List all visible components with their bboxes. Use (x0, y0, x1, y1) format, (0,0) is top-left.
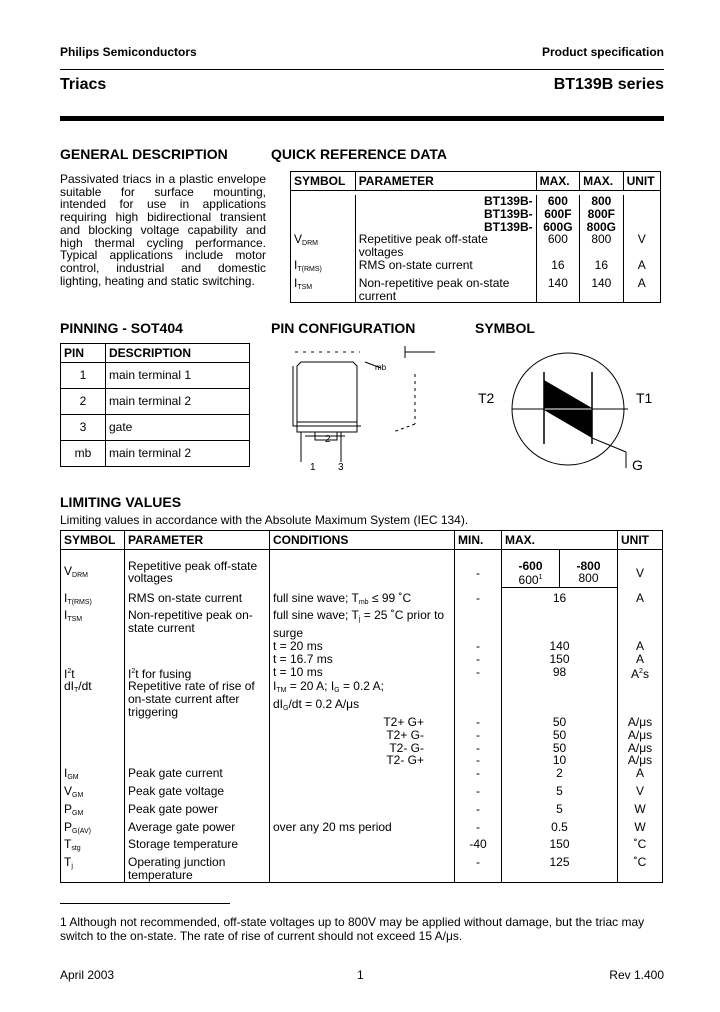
lv-quadrant: T2+ G+ (270, 716, 455, 729)
qr-variant-row (291, 208, 661, 221)
lv-conditions (270, 838, 455, 856)
lv-min: - (455, 785, 502, 803)
pin-number: 2 (61, 389, 106, 415)
lv-symbol: $T_j$ (61, 856, 125, 882)
quick-reference-title: QUICK REFERENCE DATA (271, 146, 448, 162)
table-row (61, 729, 663, 742)
header-thick-rule (60, 116, 664, 121)
table-row (291, 277, 661, 303)
qr-variant-b: 800 (580, 195, 623, 208)
lv-conditions (270, 785, 455, 803)
table-row (61, 560, 663, 588)
lv-max: 150 (502, 653, 618, 666)
table-row (61, 653, 663, 666)
lv-conditions: $I_{TM} = 20$ A; $I_G = 0.2$ A; $dI_G/dt = 0.2$ A/μs (270, 680, 455, 716)
lv-max-600 (502, 560, 560, 588)
footnote (60, 915, 664, 943)
lv-unit: V (618, 785, 663, 803)
limiting-values-intro: Limiting values in accordance with the Absolute Maximum System (IEC 134). (60, 513, 469, 527)
lv-quadrant: T2- G+ (270, 754, 455, 767)
quick-reference-table (290, 171, 661, 303)
qr-unit: V (623, 233, 660, 259)
pin-label-mb: mb (375, 363, 387, 372)
lv-max: 50 (502, 729, 618, 742)
table-row (61, 609, 663, 640)
lv-min: - (455, 742, 502, 755)
table-row (61, 821, 663, 839)
qr-variant-b: 800F (580, 208, 623, 221)
lv-max: 2 (502, 767, 618, 785)
qr-variant-a: 600 (536, 195, 579, 208)
qr-variant-a: 600G (536, 221, 579, 234)
lv-parameter: Non-repetitive peak on-state current (125, 609, 270, 640)
lv-max: 50 (502, 742, 618, 755)
qr-unit: A (623, 259, 660, 277)
lv-unit: A (618, 592, 663, 610)
table-row (61, 803, 663, 821)
qr-value-b: 140 (580, 277, 623, 303)
table-row (61, 640, 663, 653)
table-row (61, 680, 663, 716)
lv-symbol: $I^2t$ (61, 666, 125, 681)
lv-parameter: RMS on-state current (125, 592, 270, 610)
lv-parameter: Repetitive peak off-state voltages (125, 560, 270, 588)
lv-conditions: full sine wave; $T_{mb} \le 99$ ˚C (270, 592, 455, 610)
qr-variant-prefix: BT139B- (355, 195, 536, 208)
table-row (61, 592, 663, 610)
triac-symbol (472, 340, 664, 480)
lv-conditions (270, 803, 455, 821)
lv-min: - (455, 767, 502, 785)
qr-value-b: 800 (580, 233, 623, 259)
pin-header-pin: PIN (61, 344, 106, 363)
qr-parameter: Repetitive peak off-state voltages (355, 233, 536, 259)
gate-g-label: G (632, 457, 643, 473)
pin-number: 3 (61, 415, 106, 441)
lv-value-800: 800 (578, 571, 599, 586)
lv-parameter: Storage temperature (125, 838, 270, 856)
lv-symbol: $P_{GM}$ (61, 803, 125, 821)
lv-conditions: t = 16.7 ms (270, 653, 455, 666)
lv-conditions (270, 856, 455, 882)
qr-value-a: 600 (536, 233, 579, 259)
general-description-title: GENERAL DESCRIPTION (60, 146, 228, 162)
qr-value-a: 140 (536, 277, 579, 303)
qr-parameter: RMS on-state current (355, 259, 536, 277)
symbol-title: SYMBOL (475, 320, 535, 336)
lv-unit: A (618, 640, 663, 653)
lv-col-800-label: -800 (576, 558, 601, 573)
lv-min: - (455, 592, 502, 610)
lv-min: - (455, 856, 502, 882)
table-row (61, 767, 663, 785)
lv-min: - (455, 666, 502, 681)
table-row (61, 389, 250, 415)
lv-min: - (455, 560, 502, 588)
lv-header-min: MIN. (455, 531, 502, 550)
table-row (61, 785, 663, 803)
lv-unit: V (618, 560, 663, 588)
pin-header-description: DESCRIPTION (106, 344, 250, 363)
lv-col-600-label: -600 (518, 558, 543, 573)
limiting-values-table (60, 530, 663, 883)
pin-number: mb (61, 441, 106, 467)
lv-min: - (455, 653, 502, 666)
header-rule (60, 69, 664, 70)
qr-variant-prefix: BT139B- (355, 221, 536, 234)
lv-parameter: Average gate power (125, 821, 270, 839)
lv-conditions (270, 767, 455, 785)
lv-unit: $A^2s$ (618, 666, 663, 681)
lv-unit: A (618, 653, 663, 666)
lv-parameter: Repetitive rate of rise of on-state current after triggering (125, 680, 270, 728)
lv-unit: W (618, 821, 663, 839)
lv-symbol: $dI_T/dt$ (61, 680, 125, 716)
qr-symbol: $I_{TSM}$ (291, 277, 356, 303)
table-row (61, 415, 250, 441)
lv-conditions: t = 20 ms (270, 640, 455, 653)
qr-header-parameter: PARAMETER (355, 172, 536, 191)
lv-symbol: $I_{GM}$ (61, 767, 125, 785)
lv-symbol: $P_{G(AV)}$ (61, 821, 125, 839)
pin-description: main terminal 2 (106, 389, 250, 415)
table-row (61, 666, 663, 681)
lv-min: - (455, 729, 502, 742)
company-name: Philips Semiconductors (60, 45, 197, 59)
general-description-text: Passivated triacs in a plastic envelope suitable for surface mounting, intended for use in applications requiring high bidirectional transient and blocking voltage capability and high thermal cycling performance. Typical applications include motor control, industrial and domestic lighting, heating and static switching. (60, 172, 266, 288)
footer-revision: Rev 1.400 (609, 968, 664, 982)
lv-parameter: Peak gate voltage (125, 785, 270, 803)
product-series: BT139B series (553, 76, 664, 93)
table-row (61, 856, 663, 882)
footnote-rule (60, 903, 230, 904)
footer-page-number: 1 (357, 968, 364, 982)
footnote-ref: 1 (538, 574, 543, 582)
lv-unit: A/μs (618, 729, 663, 742)
lv-quadrant: T2- G- (270, 742, 455, 755)
qr-unit: A (623, 277, 660, 303)
lv-min: - (455, 803, 502, 821)
lv-max: 5 (502, 803, 618, 821)
sot404-package-drawing (265, 342, 465, 482)
footer-date: April 2003 (60, 968, 115, 982)
qr-header-max-a: MAX. (536, 172, 579, 191)
terminal-t2-label: T2 (478, 390, 495, 406)
lv-unit: ˚C (618, 856, 663, 882)
lv-conditions: over any 20 ms period (270, 821, 455, 839)
qr-value-a: 16 (536, 259, 579, 277)
pin-description: gate (106, 415, 250, 441)
lv-unit: ˚C (618, 838, 663, 856)
lv-unit: A/μs (618, 754, 663, 767)
table-row (61, 838, 663, 856)
footnote-text: Although not recommended, off-state voltages up to 800V may be applied without damage, but the triac may switch to the on-state. The rate of rise of current should not exceed 15 A/μs. (60, 915, 645, 943)
lv-max: 150 (502, 838, 618, 856)
lv-unit: W (618, 803, 663, 821)
lv-symbol: $T_{stg}$ (61, 838, 125, 856)
lv-min: - (455, 640, 502, 653)
lv-unit: A (618, 767, 663, 785)
pinning-title: PINNING - SOT404 (60, 320, 183, 336)
qr-variant-row (291, 195, 661, 208)
document-type: Product specification (541, 45, 664, 59)
lv-header-symbol: SYMBOL (61, 531, 125, 550)
lv-min: - (455, 716, 502, 729)
table-row (61, 363, 250, 389)
pin-config-title: PIN CONFIGURATION (271, 320, 416, 336)
qr-header-max-b: MAX. (580, 172, 623, 191)
lv-max: 0.5 (502, 821, 618, 839)
lv-min: - (455, 821, 502, 839)
qr-header-unit: UNIT (623, 172, 660, 191)
pinning-table (60, 343, 250, 467)
product-family: Triacs (60, 76, 107, 93)
lv-header-parameter: PARAMETER (125, 531, 270, 550)
lv-header-conditions: CONDITIONS (270, 531, 455, 550)
table-row (61, 441, 250, 467)
qr-value-b: 16 (580, 259, 623, 277)
table-row (291, 259, 661, 277)
pin-number: 1 (61, 363, 106, 389)
lv-header-max: MAX. (502, 531, 618, 550)
lv-max: 50 (502, 716, 618, 729)
triac-upper-triangle (544, 380, 592, 408)
terminal-t1-label: T1 (636, 390, 653, 406)
qr-parameter: Non-repetitive peak on-state current (355, 277, 536, 303)
qr-header-symbol: SYMBOL (291, 172, 356, 191)
lv-conditions: full sine wave; $T_j = 25$ ˚C prior to surge (270, 609, 455, 640)
footnote-number: 1 (60, 915, 67, 929)
pin-label-3: 3 (338, 462, 344, 473)
lv-symbol: $I_{TSM}$ (61, 609, 125, 640)
qr-symbol: $I_{T(RMS)}$ (291, 259, 356, 277)
lv-value-600: 600 (518, 573, 539, 588)
limiting-values-title: LIMITING VALUES (60, 494, 182, 510)
lv-max: 125 (502, 856, 618, 882)
qr-variant-b: 800G (580, 221, 623, 234)
lv-conditions: t = 10 ms (270, 666, 455, 681)
lv-parameter: Peak gate current (125, 767, 270, 785)
lv-symbol: $I_{T(RMS)}$ (61, 592, 125, 610)
lv-symbol: $V_{DRM}$ (61, 560, 125, 588)
triac-lower-triangle (544, 410, 592, 438)
pin-description: main terminal 1 (106, 363, 250, 389)
pin-description: main terminal 2 (106, 441, 250, 467)
lv-max: 10 (502, 754, 618, 767)
lv-max: 16 (502, 592, 618, 610)
table-row (291, 233, 661, 259)
qr-variant-prefix: BT139B- (355, 208, 536, 221)
qr-variant-a: 600F (536, 208, 579, 221)
table-row (61, 742, 663, 755)
lv-max-800 (560, 560, 618, 588)
lv-parameter: $I^2t$ for fusing (125, 666, 270, 681)
lv-parameter: Operating junction temperature (125, 856, 270, 882)
lv-parameter: Peak gate power (125, 803, 270, 821)
lv-quadrant: T2+ G- (270, 729, 455, 742)
lv-max: 98 (502, 666, 618, 681)
lv-symbol: $V_{GM}$ (61, 785, 125, 803)
lv-min: - (455, 754, 502, 767)
pin-label-1: 1 (310, 462, 316, 473)
lv-min: -40 (455, 838, 502, 856)
lv-max: 140 (502, 640, 618, 653)
pin-label-2: 2 (325, 434, 331, 445)
lv-max: 5 (502, 785, 618, 803)
lv-header-unit: UNIT (618, 531, 663, 550)
qr-symbol: $V_{DRM}$ (291, 233, 356, 259)
lv-unit: A/μs (618, 716, 663, 729)
lv-unit: A/μs (618, 742, 663, 755)
